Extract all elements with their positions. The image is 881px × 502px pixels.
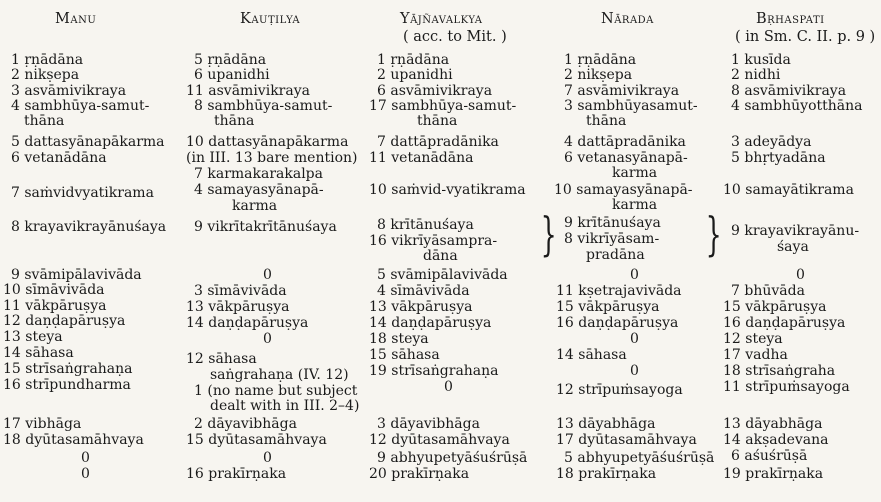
brhaspati-entry: 4 sambhūyotthāna (731, 98, 863, 114)
brhaspati-entry: 12 steya (723, 331, 783, 347)
kautilya-entry: 1 (no name but subject (194, 383, 358, 399)
manu-entry: 9 svāmipālavivāda (11, 267, 142, 283)
narada-entry: 3 sambhūyasamut- (564, 98, 698, 114)
kautilya-entry: 6 upanidhi (194, 67, 270, 83)
kautilya-entry: 2 dāyavibhāga (194, 416, 297, 432)
brhaspati-entry: śaya (777, 239, 809, 255)
narada-entry: 5 abhyupetyāśuśrūṣā (564, 450, 715, 466)
brhaspati-entry: 19 prakīrṇaka (723, 466, 824, 482)
narada-entry: 13 dāyabhāga (556, 416, 656, 432)
manu-entry: 8 krayavikrayānuśaya (11, 219, 167, 235)
yajnavalkya-entry: 19 strīsaṅgrahaṇa (369, 363, 499, 379)
manu-entry: 17 vibhāga (3, 416, 82, 432)
manu-entry: 5 dattasyānapākarma (11, 134, 165, 150)
yajnavalkya-entry: dāna (423, 248, 458, 264)
brhaspati-entry: 6 aśuśrūṣā (731, 448, 808, 464)
manu-entry: 13 steya (3, 329, 63, 345)
narada-entry: 0 (630, 331, 639, 347)
yajnavalkya-entry: 3 dāyavibhāga (377, 416, 480, 432)
yajnavalkya-entry: 14 daṇḍapāruṣya (369, 315, 492, 331)
manu-entry: 14 sāhasa (3, 345, 74, 361)
yajnavalkya-entry: 7 dattāpradānika (377, 134, 499, 150)
manu-entry: thāna (24, 113, 65, 129)
kautilya-entry: 0 (263, 267, 272, 283)
kautilya-entry: (in III. 13 bare mention) (186, 150, 358, 166)
narada-entry: 12 strīpuṁsayoga (556, 382, 683, 398)
kautilya-entry: 8 sambhūya-samut- (194, 98, 333, 114)
narada-entry: 0 (630, 363, 639, 379)
yajnavalkya-entry: 4 sīmāvivāda (377, 283, 470, 299)
left-brace: } (540, 207, 557, 261)
kautilya-entry: 13 vākpāruṣya (186, 299, 290, 315)
yajnavalkya-entry: 6 asvāmivikraya (377, 83, 493, 99)
kautilya-entry: thāna (214, 113, 255, 129)
manu-entry: 2 nikṣepa (11, 67, 80, 83)
narada-entry: 8 vikrīyāsam- (564, 231, 660, 247)
manu-entry: 18 dyūtasamāhvaya (3, 432, 144, 448)
kautilya-entry: 9 vikrītakrītānuśaya (194, 219, 337, 235)
brhaspati-entry: 18 strīsaṅgraha (723, 363, 836, 379)
header-brhaspati: Bṛhaspati (756, 11, 825, 27)
brhaspati-entry: 7 bhūvāda (731, 283, 805, 299)
brhaspati-entry: 16 daṇḍapāruṣya (723, 315, 846, 331)
narada-entry: 15 vākpāruṣya (556, 299, 660, 315)
yajnavalkya-entry: 17 sambhūya-samut- (369, 98, 517, 114)
manu-entry: 0 (81, 450, 90, 466)
narada-entry: 14 sāhasa (556, 347, 627, 363)
manu-entry: 0 (81, 466, 90, 482)
brhaspati-entry: 17 vadha (723, 347, 788, 363)
kautilya-entry: 5 ṛṇādāna (194, 52, 267, 68)
brhaspati-entry: 9 krayavikrayānu- (731, 223, 860, 239)
kautilya-entry: 7 karmakarakalpa (194, 166, 323, 182)
narada-entry: 7 asvāmivikraya (564, 83, 680, 99)
manu-entry: 16 strīpundharma (3, 377, 131, 393)
yajnavalkya-entry: 16 vikrīyāsampra- (369, 233, 498, 249)
yajnavalkya-entry: 13 vākpāruṣya (369, 299, 473, 315)
narada-entry: karma (612, 165, 658, 181)
manu-entry: 6 vetanādāna (11, 150, 107, 166)
narada-entry: 17 dyūtasamāhvaya (556, 432, 697, 448)
header-yajnavalkya: Yājñavalkya (400, 11, 483, 27)
header-brhaspati-sub: ( in Sm. C. II. p. 9 ) (735, 29, 876, 45)
yajnavalkya-entry: 1 ṛṇādāna (377, 52, 450, 68)
kautilya-entry: 12 sāhasa (186, 351, 257, 367)
narada-entry: 11 kṣetrajavivāda (556, 283, 682, 299)
narada-entry: 0 (630, 267, 639, 283)
narada-entry: thāna (586, 113, 627, 129)
kautilya-entry: 3 sīmāvivāda (194, 283, 287, 299)
yajnavalkya-entry: 0 (444, 379, 453, 395)
kautilya-entry: 10 dattasyānapākarma (186, 134, 349, 150)
brhaspati-entry: 10 samayātikrama (723, 182, 854, 198)
brhaspati-entry: 8 asvāmivikraya (731, 83, 847, 99)
brhaspati-entry: 1 kusīda (731, 52, 791, 68)
brhaspati-entry: 2 nidhi (731, 67, 781, 83)
manu-entry: 15 strīsaṅgrahaṇa (3, 361, 133, 377)
yajnavalkya-entry: 12 dyūtasamāhvaya (369, 432, 510, 448)
brhaspati-entry: 15 vākpāruṣya (723, 299, 827, 315)
yajnavalkya-entry: 2 upanidhi (377, 67, 453, 83)
yajnavalkya-entry: 18 steya (369, 331, 429, 347)
manu-entry: 11 vākpāruṣya (3, 298, 107, 314)
brhaspati-entry: 0 (796, 267, 805, 283)
header-manu: Manu (55, 11, 97, 27)
kautilya-entry: 11 asvāmivikraya (186, 83, 310, 99)
brhaspati-entry: 5 bhṛtyadāna (731, 150, 826, 166)
yajnavalkya-entry: 15 sāhasa (369, 347, 440, 363)
narada-entry: pradāna (586, 247, 645, 263)
kautilya-entry: 0 (263, 450, 272, 466)
manu-entry: 12 daṇḍapāruṣya (3, 313, 126, 329)
header-narada: Nārada (601, 11, 654, 27)
manu-entry: 3 asvāmivikraya (11, 83, 127, 99)
brhaspati-entry: 14 akṣadevana (723, 432, 829, 448)
header-kautilya: Kauṭilya (240, 11, 301, 27)
narada-entry: 16 daṇḍapāruṣya (556, 315, 679, 331)
narada-entry: 18 prakīrṇaka (556, 466, 657, 482)
yajnavalkya-entry: 9 abhyupetyāśuśrūṣā (377, 450, 528, 466)
yajnavalkya-entry: 11 vetanādāna (369, 150, 474, 166)
narada-entry: karma (612, 197, 658, 213)
brhaspati-entry: 3 adeyādya (731, 134, 812, 150)
manu-entry: 7 saṁvidvyatikrama (11, 185, 154, 201)
yajnavalkya-entry: 5 svāmipālavivāda (377, 267, 508, 283)
yajnavalkya-entry: 8 krītānuśaya (377, 217, 474, 233)
narada-entry: 10 samayasyānapā- (554, 182, 693, 198)
brhaspati-entry: 11 strīpuṁsayoga (723, 379, 850, 395)
narada-entry: 6 vetanasyānapā- (564, 150, 688, 166)
kautilya-entry: saṅgrahaṇa (IV. 12) (210, 367, 349, 383)
narada-entry: 4 dattāpradānika (564, 134, 686, 150)
narada-entry: 9 krītānuśaya (564, 215, 661, 231)
kautilya-entry: 15 dyūtasamāhvaya (186, 432, 327, 448)
kautilya-entry: 16 prakīrṇaka (186, 466, 287, 482)
manu-entry: 4 sambhūya-samut- (11, 98, 150, 114)
brhaspati-entry: 13 dāyabhāga (723, 416, 823, 432)
kautilya-entry: 4 samayasyānapā- (194, 182, 324, 198)
narada-entry: 2 nikṣepa (564, 67, 633, 83)
kautilya-entry: 0 (263, 331, 272, 347)
right-brace: } (705, 207, 722, 261)
yajnavalkya-entry: 20 prakīrṇaka (369, 466, 470, 482)
kautilya-entry: 14 daṇḍapāruṣya (186, 315, 309, 331)
manu-entry: 10 sīmāvivāda (3, 282, 105, 298)
kautilya-entry: dealt with in III. 2–4) (210, 398, 360, 414)
yajnavalkya-entry: 10 saṁvid-vyatikrama (369, 182, 526, 198)
header-yajnavalkya-sub: ( acc. to Mit. ) (403, 29, 507, 45)
narada-entry: 1 ṛṇādāna (564, 52, 637, 68)
kautilya-entry: karma (232, 198, 278, 214)
yajnavalkya-entry: thāna (417, 113, 458, 129)
manu-entry: 1 ṛṇādāna (11, 52, 84, 68)
